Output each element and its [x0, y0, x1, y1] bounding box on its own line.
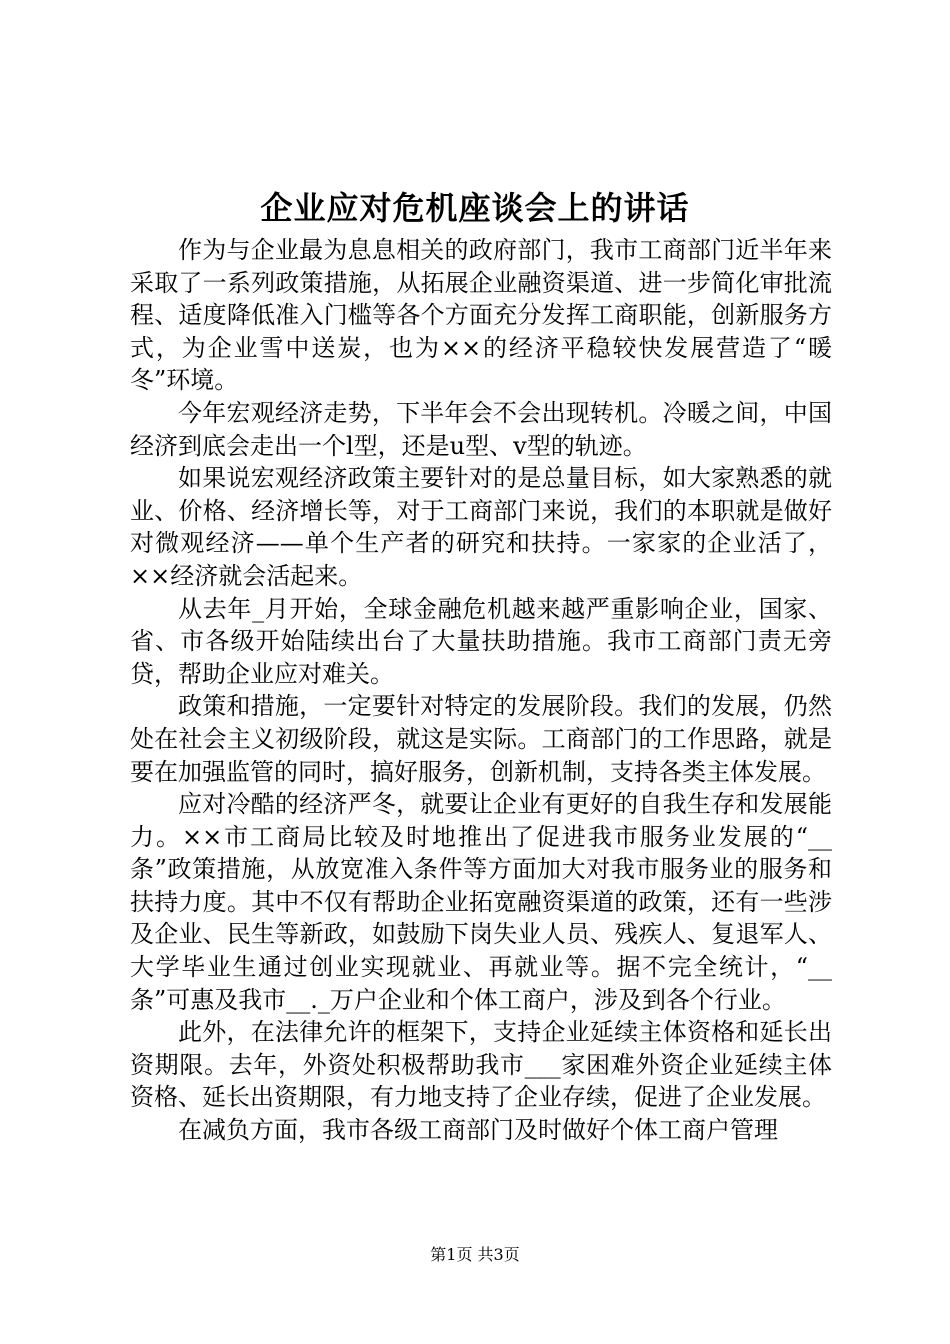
paragraph: 今年宏观经济走势，下半年会不会出现转机。冷暖之间，中国经济到底会走出一个l型，还是u型、v型的轨迹。 [130, 398, 832, 460]
paragraph: 如果说宏观经济政策主要针对的是总量目标，如大家熟悉的就业、价格、经济增长等，对于工商部门来说，我们的本职就是做好对微观经济——单个生产者的研究和扶持。一家家的企业活了，××经济就会活起来。 [130, 464, 832, 590]
paragraph: 从去年_月开始，全球金融危机越来越严重影响企业，国家、省、市各级开始陆续出台了大量扶助措施。我市工商部门责无旁贷，帮助企业应对难关。 [130, 594, 832, 688]
paragraph: 在减负方面，我市各级工商部门及时做好个体工商户管理 [178, 1116, 778, 1145]
paragraph: 应对冷酷的经济严冬，就要让企业有更好的自我生存和发展能力。××市工商局比较及时地推出了促进我市服务业发展的“__条”政策措施，从放宽准入条件等方面加大对我市服务业的服务和扶持力度。其中不仅有帮助企业拓宽融资渠道的政策，还有一些涉及企业、民生等新政，如鼓励下岗失业人员、残疾人、复退军人、大学毕业生通过创业实现就业、再就业等。据不完全统计，“__条”可惠及我市__._万户企业和个体工商户，涉及到各个行业。 [130, 790, 832, 1014]
paragraph: 政策和措施，一定要针对特定的发展阶段。我们的发展，仍然处在社会主义初级阶段，就这是实际。工商部门的工作思路，就是要在加强监管的同时，搞好服务，创新机制，支持各类主体发展。 [130, 692, 832, 786]
paragraph: 此外，在法律允许的框架下，支持企业延续主体资格和延长出资期限。去年，外资处积极帮助我市___家困难外资企业延续主体资格、延长出资期限，有力地支持了企业存续，促进了企业发展。 [130, 1018, 832, 1112]
document-title: 企业应对危机座谈会上的讲话 [260, 189, 690, 227]
page-footer: 第1页 共3页 [430, 1245, 520, 1264]
paragraph: 作为与企业最为息息相关的政府部门，我市工商部门近半年来采取了一系列政策措施，从拓展企业融资渠道、进一步简化审批流程、适度降低准入门槛等各个方面充分发挥工商职能，创新服务方式，为企业雪中送炭，也为××的经济平稳较快发展营造了“暖冬”环境。 [130, 236, 832, 395]
document-body [130, 234, 832, 1147]
